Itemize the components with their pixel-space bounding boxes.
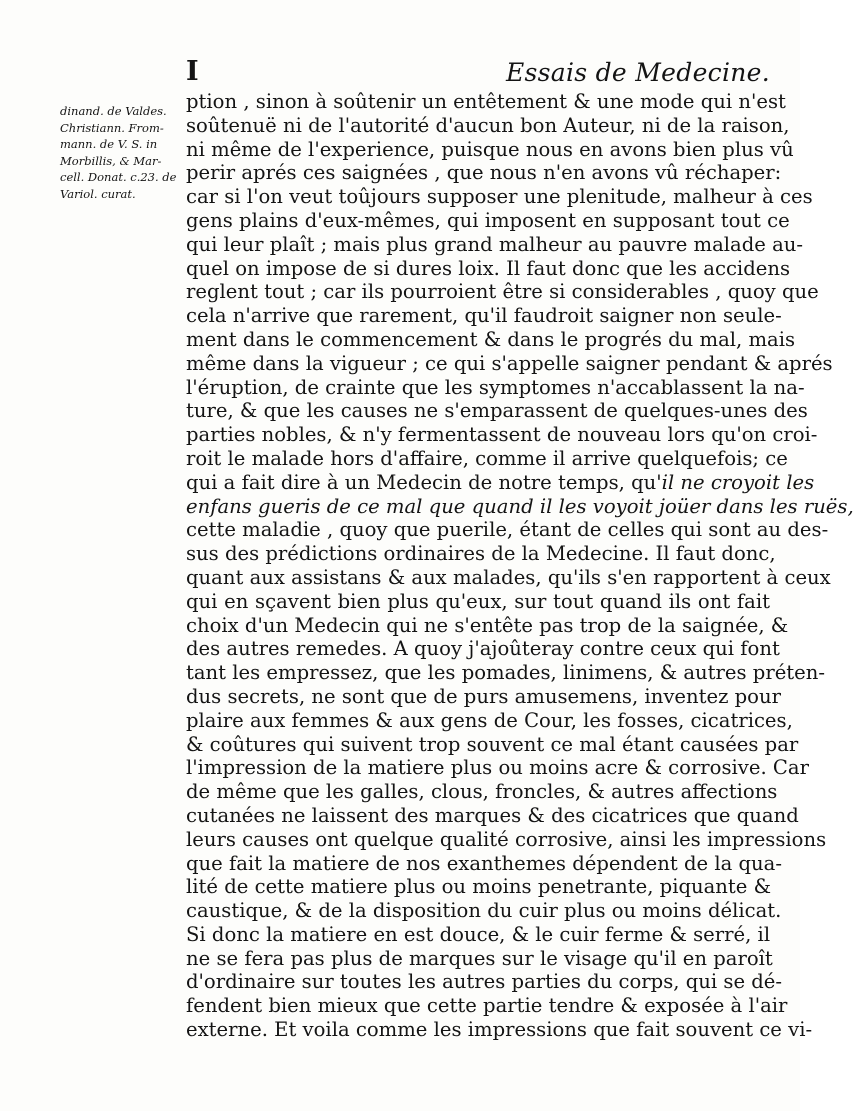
margin-note-line: Morbillis, & Mar-	[60, 153, 162, 168]
text-line: fendent bien mieux que cette partie tendre & exposée à l'air	[186, 994, 788, 1018]
text-line: tant les empressez, que les pomades, linimens, & autres préten-	[186, 661, 825, 685]
text-line: roit le malade hors d'affaire, comme il arrive quelquefois; ce	[186, 446, 788, 470]
text-line: soûtenuë ni de l'autorité d'aucun bon Auteur, ni de la raison,	[186, 113, 790, 137]
margin-note-line: mann. de V. S. in	[60, 137, 158, 152]
text-line: ne se fera pas plus de marques sur le visage qu'il en paroît	[186, 946, 773, 970]
text-line: de même que les galles, clous, froncles, & autres affections	[186, 780, 778, 804]
text-line: car si l'on veut toûjours supposer une plenitude, malheur à ces	[186, 185, 813, 209]
body-text	[186, 90, 854, 1042]
text-line: des autres remedes. A quoy j'ajoûteray contre ceux qui font	[186, 637, 780, 661]
text-line: plaire aux femmes & aux gens de Cour, les fosses, cicatrices,	[186, 708, 793, 732]
text-line: perir aprés ces saignées , que nous n'en avons vû réchaper:	[186, 161, 782, 185]
text-line: Si donc la matiere en est douce, & le cuir ferme & serré, il	[186, 922, 771, 946]
text-line: ture, & que les causes ne s'emparassent de quelques-unes des	[186, 399, 808, 423]
text-line: que fait la matiere de nos exanthemes dépendent de la qua-	[186, 851, 782, 875]
quotation-line: enfans gueris de ce mal que quand il les voyoit joüer dans les ruës,	[186, 494, 854, 518]
text-line: sus des prédictions ordinaires de la Medecine. Il faut donc,	[186, 542, 776, 566]
text-line: quant aux assistans & aux malades, qu'ils s'en rapportent à ceux	[186, 565, 831, 589]
text-line: ption , sinon à soûtenir un entêtement & une mode qui n'est	[186, 90, 786, 113]
text-line: reglent tout ; car ils pourroient être si considerables , quoy que	[186, 280, 819, 304]
text-line: caustique, & de la disposition du cuir plus ou moins délicat.	[186, 899, 782, 923]
text-line: d'ordinaire sur toutes les autres parties du corps, qui se dé-	[186, 970, 783, 994]
text-line: parties nobles, & n'y fermentassent de nouveau lors qu'on croi-	[186, 423, 818, 447]
text-line	[186, 470, 815, 495]
text-line: lité de cette matiere plus ou moins penetrante, piquante &	[186, 875, 772, 899]
text-line: même dans la vigueur ; ce qui s'appelle saigner pendant & aprés	[186, 351, 833, 375]
margin-note	[60, 103, 184, 203]
margin-note-line: Christiann. From-	[60, 120, 164, 135]
margin-note-line: Variol. curat.	[60, 186, 136, 201]
text-run: qui a fait dire à un Medecin de notre temps, qu'	[186, 470, 662, 494]
text-line: cette maladie , quoy que puerile, étant de celles qui sont au des-	[186, 518, 829, 542]
margin-note-line: dinand. de Valdes.	[60, 104, 167, 118]
text-line: choix d'un Medecin qui ne s'entête pas trop de la saignée, &	[186, 613, 789, 637]
text-line: ni même de l'experience, puisque nous en avons bien plus vû	[186, 137, 794, 161]
text-line: externe. Et voila comme les impressions que fait souvent ce vi-	[186, 1018, 813, 1042]
text-line: quel on impose de si dures loix. Il faut donc que les accidens	[186, 256, 791, 280]
text-line: cutanées ne laissent des marques & des cicatrices que quand	[186, 803, 799, 827]
text-line: l'impression de la matiere plus ou moins acre & corrosive. Car	[186, 756, 809, 780]
running-title: Essais de Medecine.	[505, 58, 770, 87]
margin-note-line: cell. Donat. c.23. de	[60, 170, 177, 185]
text-line: ment dans le commencement & dans le progrés du mal, mais	[186, 327, 796, 351]
quotation-italic: il ne croyoit les	[661, 470, 815, 494]
text-line: & coûtures qui suivent trop souvent ce mal étant causées par	[186, 732, 799, 756]
text-line: leurs causes ont quelque qualité corrosive, ainsi les impressions	[186, 827, 827, 851]
text-line: dus secrets, ne sont que de purs amusemens, inventez pour	[186, 684, 781, 708]
page-header	[186, 52, 776, 92]
text-line: gens plains d'eux-mêmes, qui imposent en supposant tout ce	[186, 208, 790, 232]
text-line: l'éruption, de crainte que les symptomes n'accablassent la na-	[186, 375, 805, 399]
page-number: I	[186, 56, 199, 87]
text-line: qui leur plaît ; mais plus grand malheur au pauvre malade au-	[186, 232, 804, 256]
text-line: qui en sçavent bien plus qu'eux, sur tout quand ils ont fait	[186, 589, 770, 613]
text-line: cela n'arrive que rarement, qu'il faudroit saigner non seule-	[186, 304, 782, 328]
